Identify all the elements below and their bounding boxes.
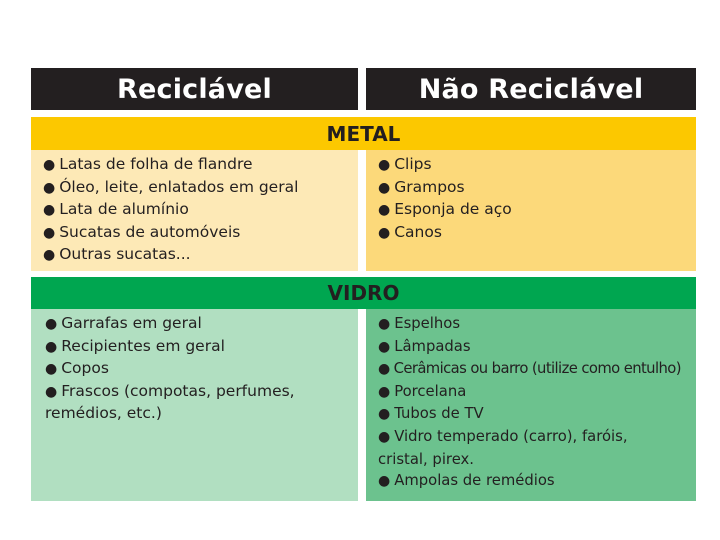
list-item: ● Grampos <box>378 177 465 196</box>
list-item: ● Outras sucatas... <box>43 245 191 264</box>
list-item: ● Ampolas de remédios <box>378 472 555 490</box>
bullet-icon: ● <box>378 428 391 445</box>
list-item: ● Cerâmicas ou barro (utilize como entulho) <box>378 360 681 378</box>
bullet-icon: ● <box>378 383 391 400</box>
bullet-icon: ● <box>378 473 391 490</box>
bullet-icon: ● <box>378 361 390 378</box>
bullet-icon: ● <box>43 224 56 241</box>
metal-band <box>31 117 696 150</box>
header-recyclable <box>31 68 358 110</box>
bullet-icon: ● <box>43 247 56 264</box>
list-item: ● Tubos de TV <box>378 405 484 423</box>
header-non-recyclable <box>366 68 696 110</box>
bullet-icon: ● <box>45 316 58 332</box>
bullet-icon: ● <box>45 383 58 400</box>
list-item: ● Óleo, leite, enlatados em geral <box>43 177 299 196</box>
vidro-recyclable-list <box>45 313 306 425</box>
bullet-icon: ● <box>378 338 391 355</box>
metal-non-recyclable-list <box>378 154 696 244</box>
header-non-recyclable-label: Não Reciclável <box>418 73 644 105</box>
vidro-recyclable-cell <box>31 309 358 501</box>
list-item: ● Porcelana <box>378 382 467 400</box>
list-item: ● Lâmpadas <box>378 337 471 355</box>
list-item: ● Lata de alumínio <box>43 200 189 219</box>
vidro-non-recyclable-list <box>378 313 690 493</box>
vidro-non-recyclable-cell <box>366 309 696 501</box>
list-item: ● Clips <box>378 155 432 173</box>
bullet-icon: ● <box>45 361 58 378</box>
metal-recyclable-list <box>43 154 358 267</box>
list-item: ● Latas de folha de flandre <box>43 155 253 173</box>
bullet-icon: ● <box>43 202 56 219</box>
vidro-band <box>31 277 696 309</box>
bullet-icon: ● <box>378 406 391 423</box>
bullet-icon: ● <box>378 157 391 173</box>
bullet-icon: ● <box>378 316 391 332</box>
vidro-title: VIDRO <box>327 281 400 305</box>
header-recyclable-label: Reciclável <box>116 73 272 105</box>
list-item: ● Garrafas em geral <box>45 314 202 332</box>
list-item: ● Vidro temperado (carro), faróis, cristal, pirex. <box>378 427 628 468</box>
list-item: ● Sucatas de automóveis <box>43 222 241 241</box>
list-item: ● Canos <box>378 222 442 241</box>
bullet-icon: ● <box>378 224 391 241</box>
bullet-icon: ● <box>378 179 391 196</box>
bullet-icon: ● <box>378 202 391 219</box>
list-item: ● Copos <box>45 359 109 378</box>
metal-recyclable-cell <box>31 150 358 271</box>
bullet-icon: ● <box>45 338 58 355</box>
list-item: ● Recipientes em geral <box>45 336 225 355</box>
list-item: ● Frascos (compotas, perfumes, remédios, etc.) <box>45 381 295 423</box>
metal-non-recyclable-cell <box>366 150 696 271</box>
bullet-icon: ● <box>43 157 56 173</box>
metal-title: METAL <box>326 121 401 146</box>
list-item: ● Esponja de aço <box>378 200 512 219</box>
bullet-icon: ● <box>43 179 56 196</box>
list-item: ● Espelhos <box>378 315 461 332</box>
